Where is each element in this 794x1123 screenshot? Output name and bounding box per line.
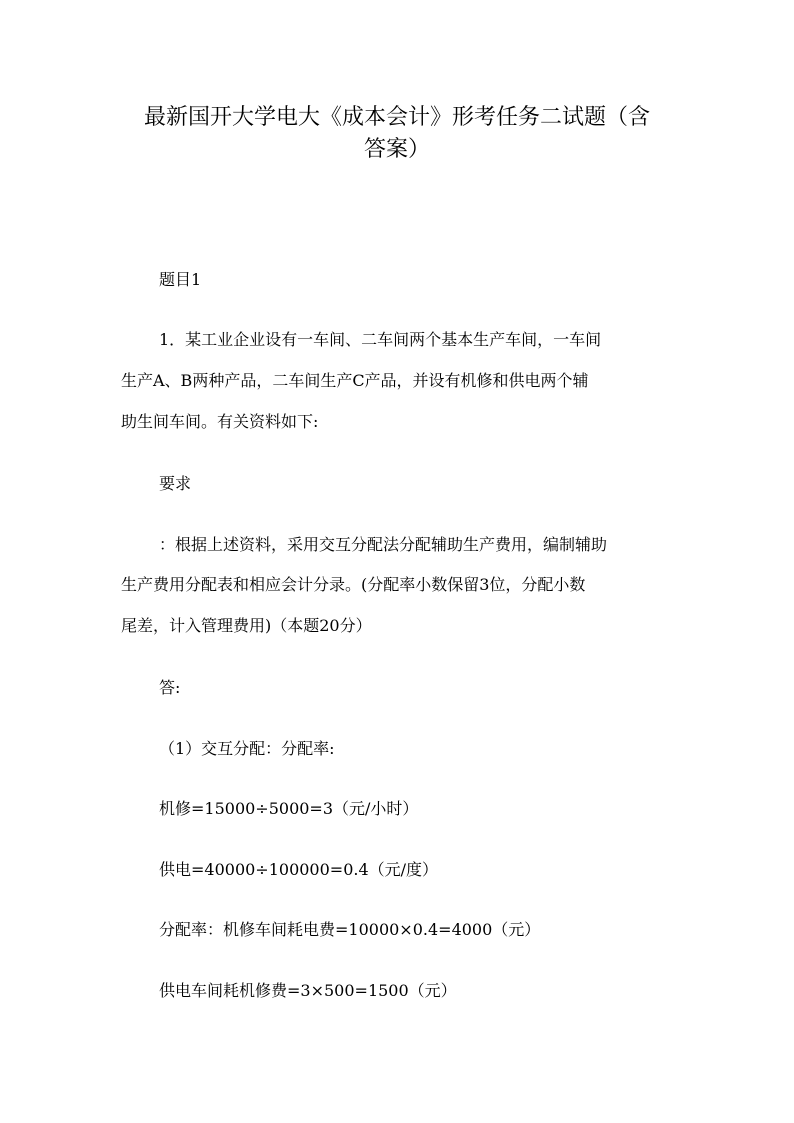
question-line-2: 生产A、B两种产品，二车间生产C产品，并设有机修和供电两个辅 <box>121 371 589 390</box>
requirement-line-2: 生产费用分配表和相应会计分录。(分配率小数保留3位，分配小数 <box>121 575 586 594</box>
answer-label: 答: <box>159 678 181 697</box>
title-line-2: 答案） <box>363 137 430 162</box>
calc-power-rate: 供电=40000÷100000=0.4（元/度） <box>159 860 439 879</box>
question-heading: 题目1 <box>159 270 202 289</box>
title-line-1: 最新国开大学电大《成本会计》形考任务二试题（含 <box>143 105 650 130</box>
calc-power-repair-cost: 供电车间耗机修费=3×500=1500（元） <box>159 981 457 1000</box>
calc-repair-rate: 机修=15000÷5000=3（元/小时） <box>159 799 419 818</box>
requirement-line-1: ：根据上述资料，采用交互分配法分配辅助生产费用，编制辅助 <box>159 535 608 554</box>
document-title <box>110 102 684 166</box>
question-line-1: 1．某工业企业设有一车间、二车间两个基本生产车间，一车间 <box>159 330 602 349</box>
answer-step-1: （1）交互分配：分配率: <box>159 739 335 758</box>
requirement-line-3: 尾差，计入管理费用)（本题20分） <box>121 616 372 635</box>
question-line-3: 助生间车间。有关资料如下: <box>121 412 319 431</box>
requirement-label: 要求 <box>159 474 192 493</box>
calc-repair-power-cost: 分配率：机修车间耗电费=10000×0.4=4000（元） <box>159 920 541 939</box>
